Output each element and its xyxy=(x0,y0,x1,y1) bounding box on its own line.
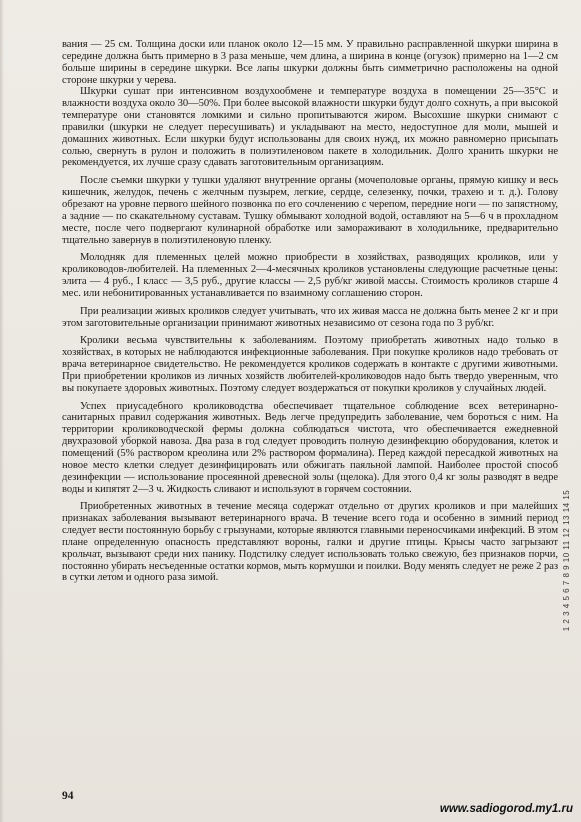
paragraph-skin-stretching: вания — 25 см. Толщина доски или планок около 12—15 мм. У правильно расправленной шкурки ширина в середине должна быть примерно в 3 раза меньше, чем длина, а ширина в конце (огузок) примерно на 1—2 см больше ширины в середине шкурки. Все лапы шкурки должны быть симметрично расположены на одной стороне шкурки у черева. xyxy=(62,39,558,86)
paragraph-carcass-processing: После съемки шкурки у тушки удаляют внутренние органы (мочеполовые органы, прямую кишку и весь кишечник, желудок, печень с желчным пузырем, легкие, сердце, селезенку, почки, трахею и т. д.). Голову обрезают на уровне первого шейного позвонка по его сочленению с черепом, передние ноги — по запястному, а задние — по скакательному суставам. Тушку обмывают холодной водой, оставляют на 5—6 ч в прохладном месте, после чего подвергают кулинарной обработке или замораживают в холодильнике, предварительно тщательно завернув в полиэтиленовую пленку. xyxy=(62,175,558,246)
paragraph-live-rabbit-sales: При реализации живых кроликов следует учитывать, что их живая масса не должна быть менее 2 кг и при этом заготовительные организации принимают животных независимо от сезона года по 3 руб/кг. xyxy=(62,305,558,329)
paragraph-sanitary-rules: Успех приусадебного кролиководства обеспечивает тщательное соблюдение всех ветеринарно-санитарных правил содержания животных. Ведь легче предупредить заболевание, чем бороться с ним. На территории кролиководческой фермы должна соблюдаться чистота, что обеспечивается ежедневной двухразовой уборкой навоза. Два раза в год следует проводить полную дезинфекцию оборудования, клеток и помещений (5% раствором креолина или 2% раствором формалина). Перед каждой пересадкой животных на новое место клетки следует дезинфицировать или обжигать паяльной лампой. Наиболее простой способ дезинфекции — использование просеянной древесной золы (щелока). Для этого 0,4 кг золы разводят в ведре воды и кипятят 2—3 ч. Жидкость сливают и используют в горячем состоянии. xyxy=(62,400,558,495)
site-watermark: www.sadiogorod.my1.ru xyxy=(439,803,573,815)
text-column xyxy=(62,39,558,584)
ruler-numbers: 1 2 3 4 5 6 7 8 9 10 11 12 13 14 15 xyxy=(562,489,572,631)
page-number: 94 xyxy=(62,790,74,802)
scan-ruler-strip xyxy=(560,475,574,645)
paragraph-disease-sensitivity: Кролики весьма чувствительны к заболеваниям. Поэтому приобретать животных надо только в хозяйствах, в которых не наблюдаются инфекционные заболевания. При покупке кроликов надо требовать от врача ветеринарное свидетельство. Не рекомендуется кроликов содержать в контакте с другими животными. При приобретении кроликов из личных хозяйств любителей-кролиководов надо быть твердо уверенным, что вы покупаете здоровых животных. Поэтому следует воздержаться от покупки кроликов у случайных людей. xyxy=(62,335,558,394)
page-edge-shadow xyxy=(0,0,4,822)
paragraph-quarantine-and-rodents: Приобретенных животных в течение месяца содержат отдельно от других кроликов и при малейших признаках заболевания вызывают ветеринарного врача. В течение всего года и особенно в зимний период следует вести постоянную борьбу с грызунами, которые являются главными переносчиками инфекций. В этом плане определенную опасность представляют вороны, галки и другие птицы. Крысы часто загрызают крольчат, вызывают среди них панику. Подстилку следует использовать только свежую, без признаков порчи, постоянно убирать несъеденные остатки кормов, мыть кормушки и поилки. Воду менять следует не реже 2 раз в сутки летом и одного раза зимой. xyxy=(62,501,558,584)
paragraph-skin-drying: Шкурки сушат при интенсивном воздухообмене и температуре воздуха в помещении 25—35°С и влажности воздуха около 30—50%. При более высокой влажности шкурки будут долго сохнуть, а при высокой температуре они становятся ломкими и сильно пропитываются жиром. Высохшие шкурки снимают с правилки (шкурки не следует пересушивать) и укладывают на место, недоступное для моли, мышей и домашних животных. Если шкурки будут использованы для своих нужд, их можно равномерно присыпать солью, свернуть в рулон и положить в полиэтиленовом пакете в холодильник. Долго хранить шкурки не рекомендуется, их лучше сразу сдавать заготовительным организациям. xyxy=(62,86,558,169)
paragraph-breeding-stock-prices: Молодняк для племенных целей можно приобрести в хозяйствах, разводящих кроликов, или у кролиководов-любителей. На племенных 2—4-месячных кроликов установлены следующие расчетные цены: элита — 4 руб., I класс — 3,5 руб., другие классы — 2,5 руб/кг живой массы. Стоимость кроликов старше 4 мес. или небонитированных устанавливается по взаимному соглашению сторон. xyxy=(62,252,558,299)
